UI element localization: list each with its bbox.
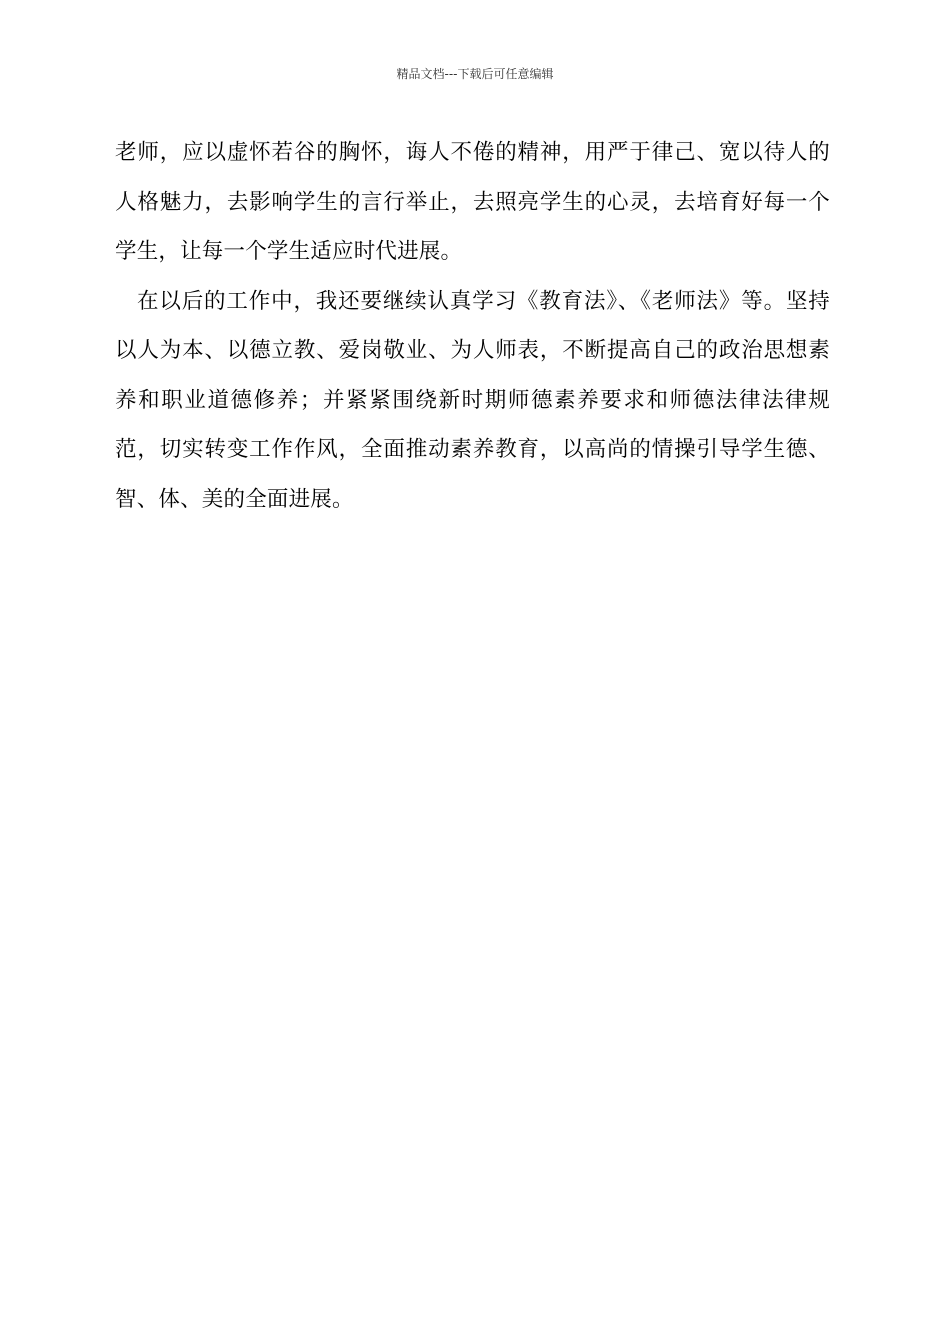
paragraph-1: 老师，应以虚怀若谷的胸怀，诲人不倦的精神，用严于律己、宽以待人的人格魅力，去影响学生的言行举止，去照亮学生的心灵，去培育好每一个学生，让每一个学生适应时代进展。 (115, 140, 830, 264)
paragraph-2: 在以后的工作中，我还要继续认真学习《教育法》、《老师法》等。坚持以人为本、以德立教、爱岗敬业、为人师表，不断提高自己的政治思想素养和职业道德修养；并紧紧围绕新时期师德素养要求和师德法律法律规范，切实转变工作作风，全面推动素养教育，以高尚的情操引导学生德、智、体、美的全面进展。 (115, 288, 830, 512)
page-header: 精品文档---下载后可任意编辑 (396, 67, 554, 81)
document-body (115, 128, 830, 524)
